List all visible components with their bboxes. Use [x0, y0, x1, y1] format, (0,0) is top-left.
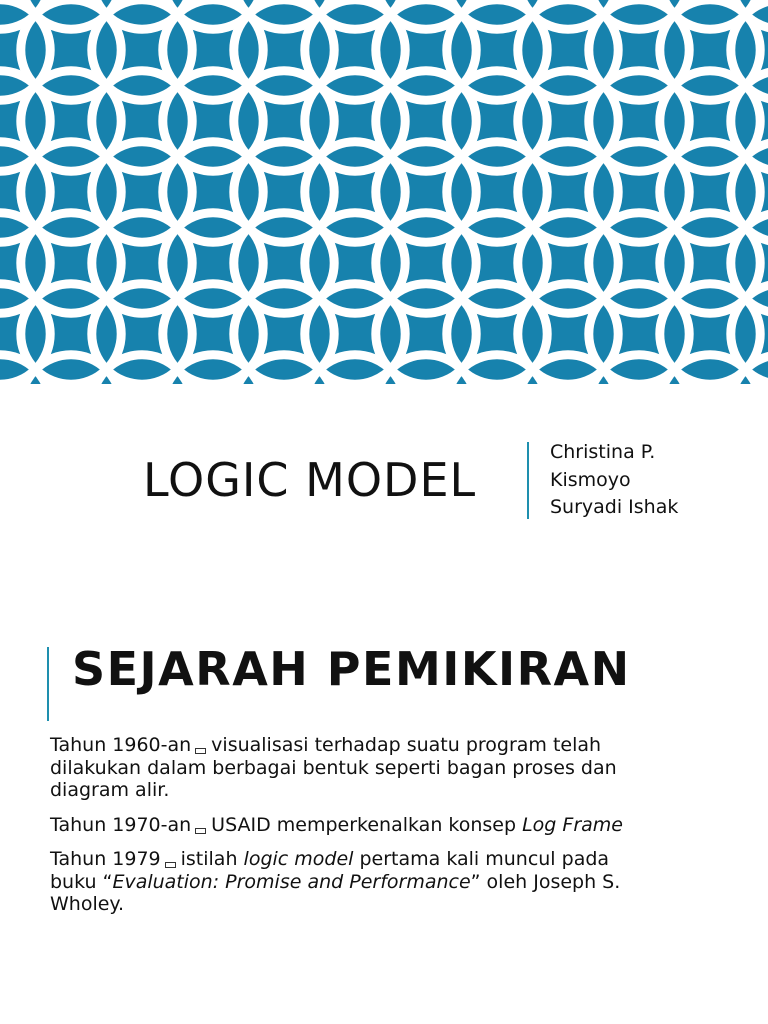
- paragraph-text: ” oleh Joseph S.: [470, 870, 621, 893]
- page-title: LOGIC MODEL: [143, 453, 477, 507]
- paragraph-text: pertama kali muncul pada: [353, 848, 610, 870]
- history-paragraph: [50, 734, 750, 802]
- banner-pattern: [0, 0, 768, 384]
- arrow-glyph-icon: [165, 862, 176, 868]
- history-paragraph: [50, 814, 750, 837]
- paragraph-text: istilah: [180, 848, 244, 870]
- paragraph-text: USAID memperkenalkan konsep: [211, 813, 523, 836]
- year-label: Tahun 1979: [50, 848, 161, 870]
- section-content: [50, 734, 750, 928]
- paragraph-text: dilakukan dalam berbagai bentuk seperti bagan proses dan: [50, 756, 617, 779]
- italic-term: logic model: [243, 848, 354, 870]
- history-paragraph: [50, 848, 750, 916]
- arrow-glyph-icon: [195, 748, 206, 754]
- italic-term: Evaluation: Promise and Performance: [112, 870, 471, 893]
- year-label: Tahun 1960-an: [50, 734, 192, 756]
- arrow-glyph-icon: [195, 828, 206, 834]
- title-divider: [527, 442, 529, 519]
- author-line: Suryadi Ishak: [550, 496, 679, 518]
- year-label: Tahun 1970-an: [50, 813, 192, 836]
- section-heading: SEJARAH PEMIKIRAN: [72, 642, 631, 696]
- author-line: Kismoyo: [550, 468, 631, 491]
- paragraph-text: visualisasi terhadap suatu program telah: [211, 734, 602, 756]
- italic-term: Log Frame: [522, 813, 623, 836]
- author-line: Christina P.: [550, 441, 656, 463]
- paragraph-text: diagram alir.: [50, 779, 170, 801]
- section-accent-bar: [47, 647, 49, 721]
- authors-block: [550, 439, 678, 522]
- paragraph-text: buku “: [50, 870, 113, 893]
- interlocking-circles-pattern-icon: [0, 0, 768, 384]
- paragraph-text: Wholey.: [50, 893, 124, 915]
